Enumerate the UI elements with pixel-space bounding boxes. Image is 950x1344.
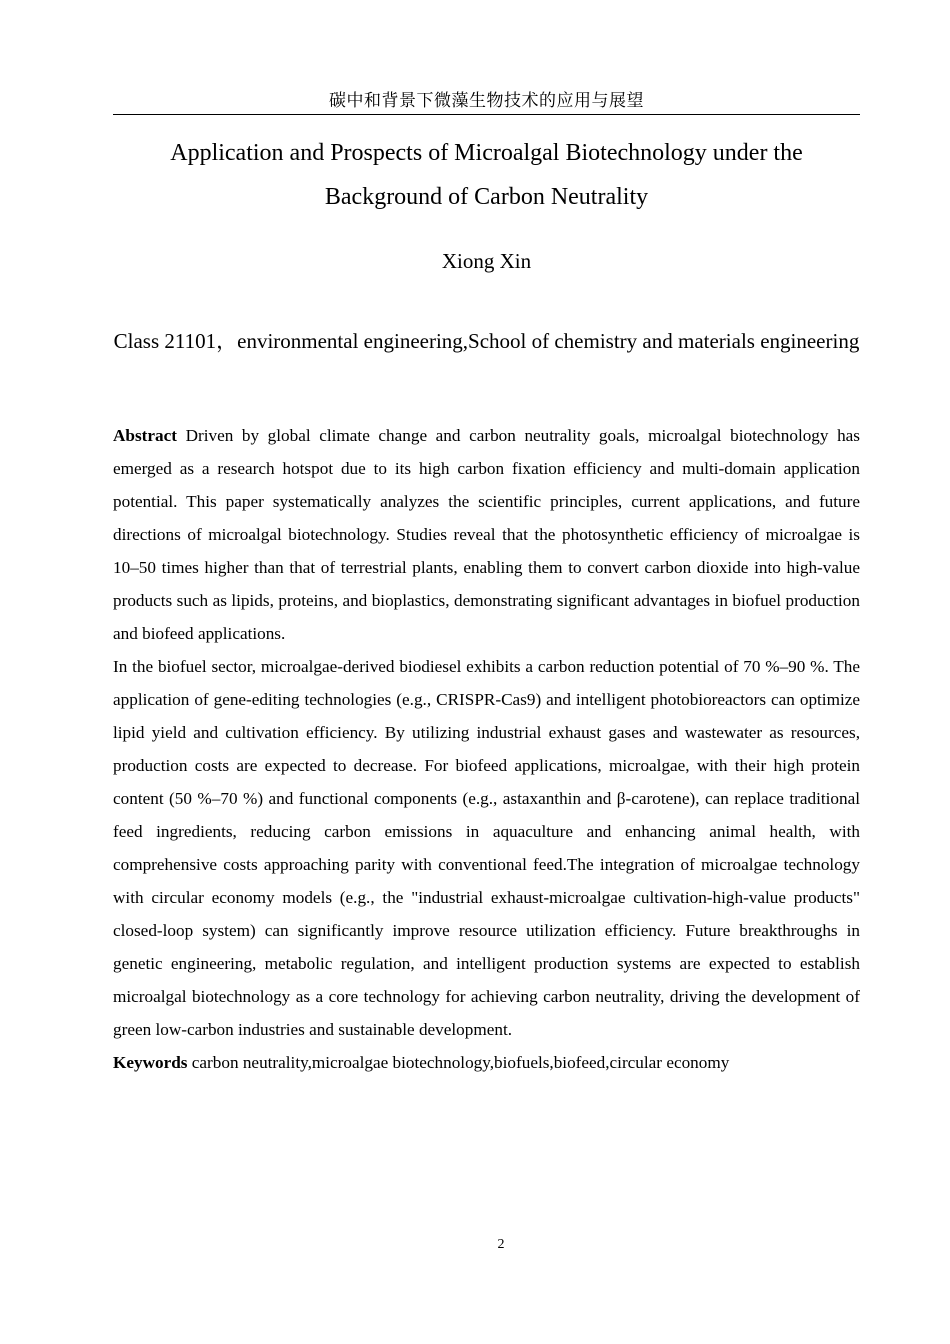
abstract-text-1: Driven by global climate change and carbon neutrality goals, microalgal biotechnology has emerged as a research hotspot due to its high carbon fixation efficiency and multi-domain application potential. This paper systematically analyzes the scientific principles, current applications, and future directions of microalgal biotechnology. Studies reveal that the photosynthetic efficiency of microalgae is 10–50 times higher than that of terrestrial plants, enabling them to convert carbon dioxide into high-value products such as lipids, proteins, and bioplastics, demonstrating significant advantages in biofuel production and biofeed applications. bbox=[113, 426, 861, 643]
paper-title: Application and Prospects of Microalgal Biotechnology under the Background of Carbon Neutrality bbox=[170, 140, 803, 210]
author-name: Xiong Xin bbox=[441, 249, 532, 273]
abstract-paragraph-1 bbox=[113, 419, 860, 650]
running-header: 碳中和背景下微藻生物技术的应用与展望 bbox=[113, 89, 860, 115]
page-number: 2 bbox=[497, 1237, 505, 1252]
abstract-section bbox=[113, 419, 860, 1079]
keywords-label: Keywords bbox=[113, 1053, 188, 1072]
abstract-paragraph-2: In the biofuel sector, microalgae-derived biodiesel exhibits a carbon reduction potential of 70 %–90 %. The application of gene-editing technologies (e.g., CRISPR-Cas9) and intelligent photobioreactors can optimize lipid yield and cultivation efficiency. By utilizing industrial exhaust gases and wastewater as resources, production costs are expected to decrease. For biofeed applications, microalgae, with their high protein content (50 %–70 %) and functional components (e.g., astaxanthin and β-carotene), can replace traditional feed ingredients, reducing carbon emissions in aquaculture and enhancing animal health, with comprehensive costs approaching parity with conventional feed.The integration of microalgae technology with circular economy models (e.g., the "industrial exhaust-microalgae cultivation-high-value products" closed-loop system) can significantly improve resource utilization efficiency. Future breakthroughs in genetic engineering, metabolic regulation, and intelligent production systems are expected to establish microalgal biotechnology as a core technology for achieving carbon neutrality, driving the development of green low-carbon industries and sustainable development. bbox=[113, 657, 860, 1039]
keywords-line bbox=[113, 1046, 860, 1079]
author-affiliation: Class 21101，environmental engineering,School of chemistry and materials engineering bbox=[113, 329, 860, 353]
abstract-label: Abstract bbox=[113, 426, 177, 445]
keywords-text: carbon neutrality,microalgae biotechnology,biofuels,biofeed,circular economy bbox=[191, 1053, 730, 1072]
